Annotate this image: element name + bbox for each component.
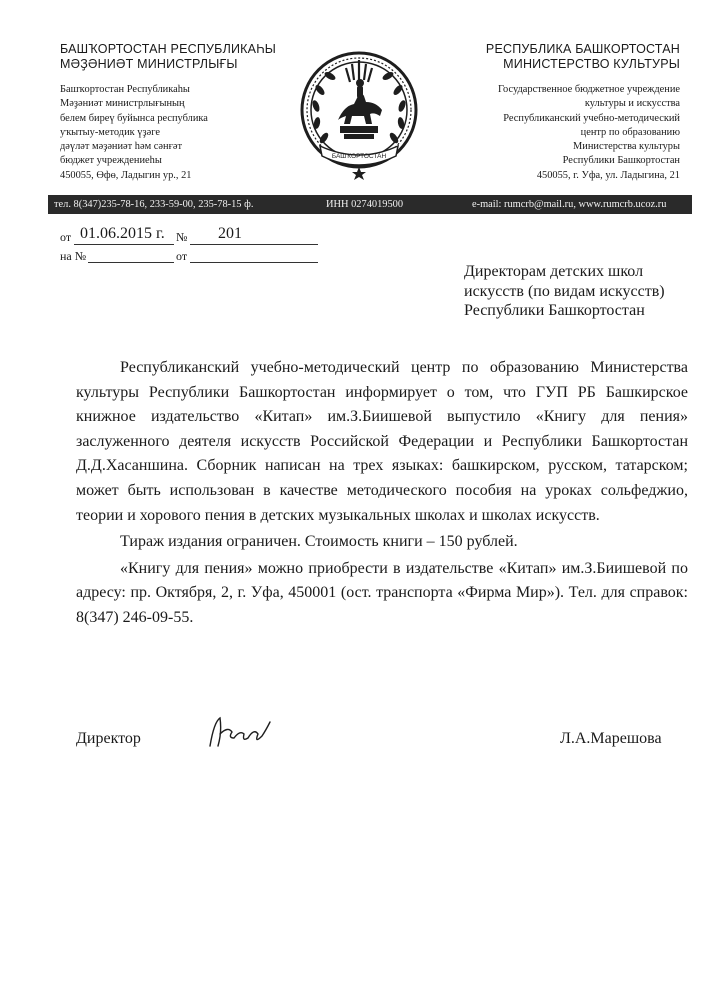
header-right-title-1: РЕСПУБЛИКА БАШКОРТОСТАН [485,42,680,56]
addressee-line: Директорам детских школ [464,263,644,280]
registration-from-label: от [60,230,72,244]
header-left-details [60,83,260,183]
header-left-line: Башҡортостан Республикаһы [60,84,190,95]
header-left-line: уҡытыу-методик үҙәге [60,126,160,138]
letter-body [76,356,688,631]
header-left-title-2: МӘҘӘНИӘТ МИНИСТРЛЫҒЫ [60,57,238,71]
header-left-line: 450055, Өфө, Ладыгин ур., 21 [60,169,192,181]
signature-position: Директор [76,730,141,747]
registration-number: 201 [218,225,242,242]
header-right-line: 450055, г. Уфа, ул. Ладыгина, 21 [536,169,680,181]
coat-of-arms-emblem [300,46,418,182]
header-right-line: Республики Башкортостан [562,155,680,167]
header-right-line: культуры и искусства [584,98,680,110]
header-left-line: белем биреү буйынса республика [60,112,208,124]
registration-date: 01.06.2015 г. [80,225,165,242]
addressee-line: Республики Башкортостан [464,302,645,319]
header-left-title-1: БАШҠОРТОСТАН РЕСПУБЛИКАҺЫ [60,42,276,56]
header-left-line: Мәҙәниәт министрлығының [60,98,185,110]
contact-phones: тел. 8(347)235-78-16, 233-59-00, 235-78-15 ф. [54,199,254,210]
body-paragraph: «Книгу для пения» можно приобрести в издательстве «Китап» им.З.Биишевой по адресу: пр. Октября, 2, г. Уфа, 450001 (ост. транспорта «Фирма Мир»). Тел. для справок: 8(347) 246-09-55. [76,559,688,626]
header-right-line: Министерства культуры [573,141,680,153]
body-paragraph: Тираж издания ограничен. Стоимость книги – 150 рублей. [120,533,518,551]
addressee-line: искусств (по видам искусств) [464,282,665,300]
addressee-block [464,262,694,321]
signature-name: Л.А.Марешова [560,730,662,747]
emblem-ribbon-text: БАШҠОРТОСТАН [331,153,387,160]
handwritten-signature [204,712,274,752]
header-right-line: Республиканский учебно-методический [503,112,680,124]
contact-email[interactable]: e-mail: rumcrb@mail.ru, www.rumcrb.ucoz.ru [472,199,667,210]
header-right-line: Государственное бюджетное учреждение [497,84,680,95]
header-right-line: центр по образованию [580,126,680,138]
registration-number-label: № [176,230,188,244]
header-right-title-2: МИНИСТЕРСТВО КУЛЬТУРЫ [503,57,680,71]
contact-bar [48,195,692,214]
header-right-details [440,83,680,183]
header-left-line: дәүләт мәҙәниәт һәм сәнғәт [60,141,182,153]
registration-ref-from-label: от [176,249,188,263]
header-left-line: бюджет учреждениеһы [60,155,162,167]
registration-ref-label: на № [60,249,87,263]
body-paragraph: Республиканский учебно-методический центр по образованию Министерства культуры Республики Башкортостан информирует о том, что ГУП РБ Башкирское книжное издательство «Китап» им.З.Биишевой выпустило «Книгу для пения» заслуженного деятеля искусств Российской Федерации и Республики Башкортостан Д.Д.Хасаншина. Сборник написан на трех языках: башкирском, русском, татарском; может быть использован в качестве методического пособия на уроках сольфеджио, теории и хорового пения в детских музыкальных школах и школах искусств. [76,359,688,524]
contact-inn: ИНН 0274019500 [326,199,404,210]
